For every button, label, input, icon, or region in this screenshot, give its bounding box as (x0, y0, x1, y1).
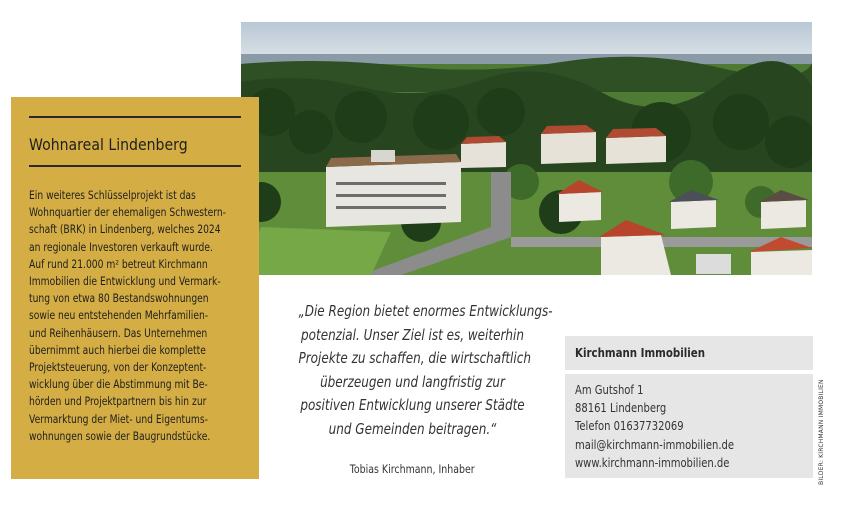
body-line: an regionale Investoren verkauft wurde. (29, 240, 213, 254)
address-street: Am Gutshof 1 (575, 383, 644, 397)
aerial-photo (241, 22, 812, 275)
credit-text: BILDER: KIRCHMANN IMMOBILIEN (818, 379, 825, 485)
body-line: Auf rund 21.000 m² betreut Kirchmann (29, 257, 208, 271)
project-info-box (11, 97, 259, 479)
quote-line: überzeugen und langfristig zur (320, 372, 505, 391)
box-body (29, 187, 241, 445)
email-link[interactable]: mail@kirchmann-immobilien.de (575, 437, 735, 452)
quote-line: Projekte zu schaffen, die wirtschaftlich (298, 349, 531, 367)
aerial-photo-icon (241, 22, 812, 275)
body-line: übernimmt auch hierbei die komplette (29, 343, 206, 357)
body-line: sowie neu entstehenden Mehrfamilien- (29, 309, 209, 323)
body-line: Projektsteuerung, von der Konzeptent- (29, 361, 207, 375)
quote-line: potenzial. Unser Ziel ist es, weiterhin (301, 325, 524, 344)
company-name: Kirchmann Immobilien (575, 345, 705, 360)
photo-credit (818, 379, 828, 485)
body-line: Wohnquartier der ehemaligen Schwestern- (29, 206, 226, 220)
body-line: und Reihenhäusern. Das Unternehmen (29, 326, 208, 340)
top-rule (29, 116, 241, 118)
quote-line: „Die Region bietet enormes Entwicklungs- (298, 302, 553, 320)
contact-details (565, 374, 813, 478)
address-city: 88161 Lindenberg (575, 401, 667, 416)
body-line: wohnungen sowie der Baugrundstücke. (29, 429, 211, 443)
quote-line: positiven Entwicklung unserer Städte (300, 396, 525, 414)
body-line: hörden und Projektpartnern bis hin zur (29, 395, 207, 409)
body-line: Ein weiteres Schlüsselprojekt ist das (29, 189, 196, 202)
bottom-rule (29, 165, 241, 167)
body-line: Vermarktung der Miet- und Eigentums- (29, 412, 208, 426)
box-title: Wohnareal Lindenberg (29, 135, 188, 154)
author-name: Tobias Kirchmann, Inhaber (350, 462, 475, 476)
contact-header (565, 336, 813, 370)
website-link[interactable]: www.kirchmann-immobilien.de (575, 455, 730, 470)
phone: Telefon 01637732069 (575, 419, 684, 434)
body-line: schaft (BRK) in Lindenberg, welches 2024 (29, 223, 221, 237)
quote-author (300, 462, 525, 476)
quote-line: und Gemeinden beitragen.“ (328, 419, 497, 438)
body-line: Immobilien die Entwicklung und Vermark- (29, 275, 221, 289)
quote (270, 300, 555, 441)
body-line: wicklung über die Abstimmung mit Be- (29, 378, 208, 392)
body-line: tung von etwa 80 Bestandswohnungen (29, 292, 209, 306)
